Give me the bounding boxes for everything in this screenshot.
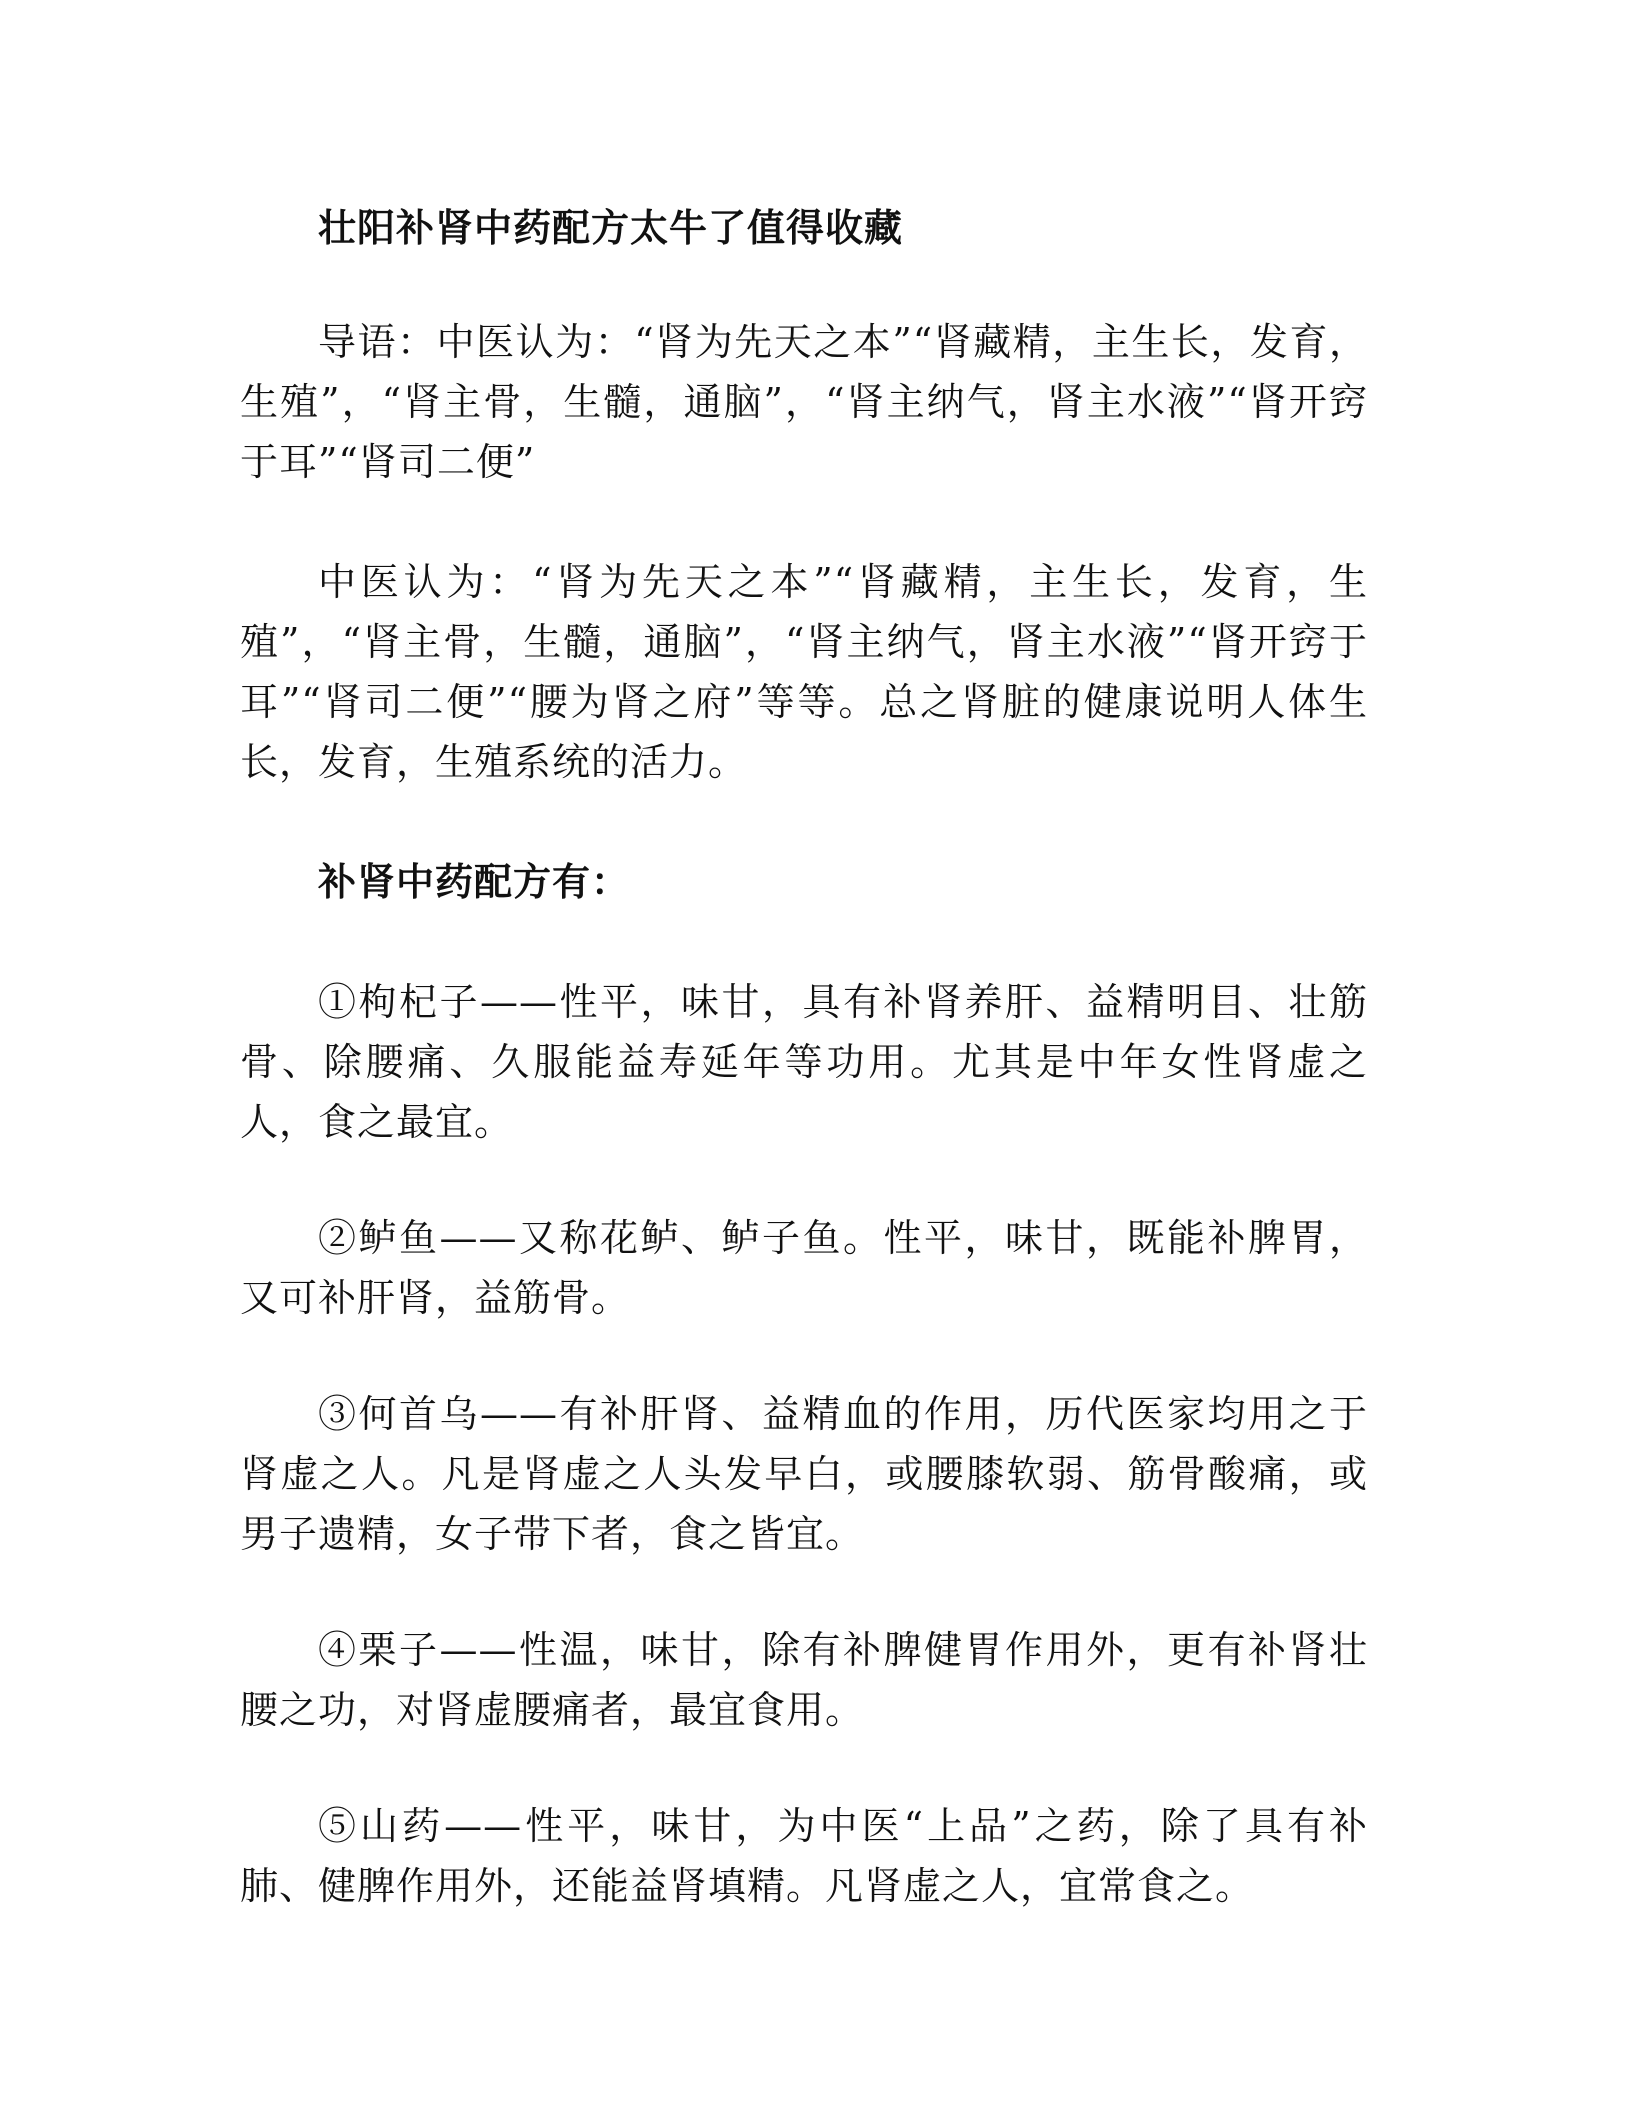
section-heading: 补肾中药配方有：: [318, 859, 631, 904]
body-paragraph: 中医认为：“肾为先天之本”“肾藏精，主生长，发育，生殖”，“肾主骨，生髓，通脑”，“肾主纳气，肾主水液”“肾开窍于耳”“肾司二便”“腰为肾之府”等等。总之肾脏的健康说明人体生长，发育，生殖系统的活力。: [240, 560, 1368, 784]
list-item: ②鲈鱼——又称花鲈、鲈子鱼。性平，味甘，既能补脾胃，又可补肝肾，益筋骨。: [240, 1216, 1368, 1320]
document-title: 壮阳补肾中药配方太牛了值得收藏: [318, 205, 904, 250]
list-item: ④栗子——性温，味甘，除有补脾健胃作用外，更有补肾壮腰之功，对肾虚腰痛者，最宜食用。: [240, 1628, 1368, 1732]
list-item: ③何首乌——有补肝肾、益精血的作用，历代医家均用之于肾虚之人。凡是肾虚之人头发早白，或腰膝软弱、筋骨酸痛，或男子遗精，女子带下者，食之皆宜。: [240, 1392, 1368, 1556]
document-page: [240, 198, 1368, 1916]
list-item: ⑤山药——性平，味甘，为中医“上品”之药，除了具有补肺、健脾作用外，还能益肾填精。凡肾虚之人，宜常食之。: [240, 1804, 1368, 1908]
intro-paragraph: 导语：中医认为：“肾为先天之本”“肾藏精，主生长，发育，生殖”，“肾主骨，生髓，通脑”，“肾主纳气，肾主水液”“肾开窍于耳”“肾司二便”: [240, 320, 1368, 484]
list-item: ①枸杞子——性平，味甘，具有补肾养肝、益精明目、壮筋骨、除腰痛、久服能益寿延年等功用。尤其是中年女性肾虚之人，食之最宜。: [240, 980, 1368, 1144]
